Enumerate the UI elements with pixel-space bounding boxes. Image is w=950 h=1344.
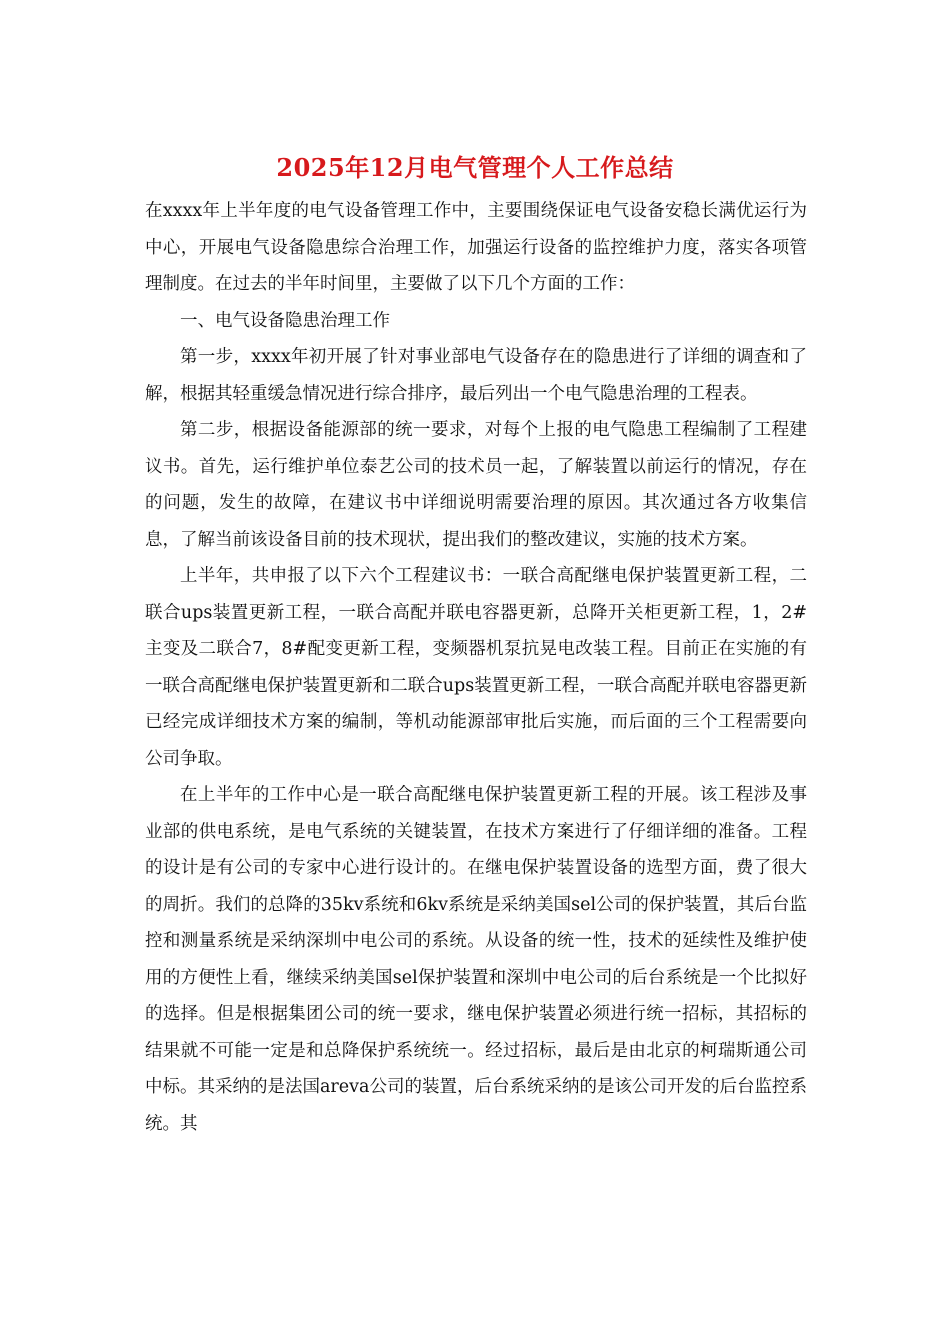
document-title: 2025年12月电气管理个人工作总结 bbox=[276, 153, 674, 182]
document-body bbox=[145, 193, 807, 1142]
paragraph-step-two: 第二步，根据设备能源部的统一要求，对每个上报的电气隐患工程编制了工程建议书。首先，运行维护单位泰艺公司的技术员一起，了解装置以前运行的情况，存在的问题，发生的故障，在建议书中详细说明需要治理的原因。其次通过各方收集信息，了解当前该设备目前的技术现状，提出我们的整改建议，实施的技术方案。 bbox=[145, 420, 807, 550]
section-heading: 一、电气设备隐患治理工作 bbox=[180, 310, 390, 331]
paragraph-step-one: 第一步，xxxx年初开展了针对事业部电气设备存在的隐患进行了详细的调查和了解，根据其轻重缓急情况进行综合排序，最后列出一个电气隐患治理的工程表。 bbox=[145, 347, 807, 404]
paragraph-relay-project: 在上半年的工作中心是一联合高配继电保护装置更新工程的开展。该工程涉及事业部的供电系统，是电气系统的关键装置，在技术方案进行了仔细详细的准备。工程的设计是有公司的专家中心进行设计的。在继电保护装置设备的选型方面，费了很大的周折。我们的总降的35kv系统和6kv系统是采纳美国sel公司的保护装置，其后台监控和测量系统是采纳深圳中电公司的系统。从设备的统一性，技术的延续性及维护使用的方便性上看，继续采纳美国sel保护装置和深圳中电公司的后台系统是一个比拟好的选择。但是根据集团公司的统一要求，继电保护装置必须进行统一招标，其招标的结果就不可能一定是和总降保护系统统一。经过招标，最后是由北京的柯瑞斯通公司中标。其采纳的是法国areva公司的装置，后台系统采纳的是该公司开发的后台监控系统。其 bbox=[145, 785, 807, 1134]
paragraph-proposals: 上半年，共申报了以下六个工程建议书：一联合高配继电保护装置更新工程，二联合ups装置更新工程，一联合高配并联电容器更新，总降开关柜更新工程，1，2#主变及二联合7，8#配变更新工程，变频器机泵抗晃电改装工程。目前正在实施的有一联合高配继电保护装置更新和二联合ups装置更新工程，一联合高配并联电容器更新已经完成详细技术方案的编制，等机动能源部审批后实施，而后面的三个工程需要向公司争取。 bbox=[145, 566, 807, 769]
paragraph-intro: 在xxxx年上半年度的电气设备管理工作中，主要围绕保证电气设备安稳长满优运行为中心，开展电气设备隐患综合治理工作，加强运行设备的监控维护力度，落实各项管理制度。在过去的半年时间里，主要做了以下几个方面的工作： bbox=[145, 201, 807, 294]
